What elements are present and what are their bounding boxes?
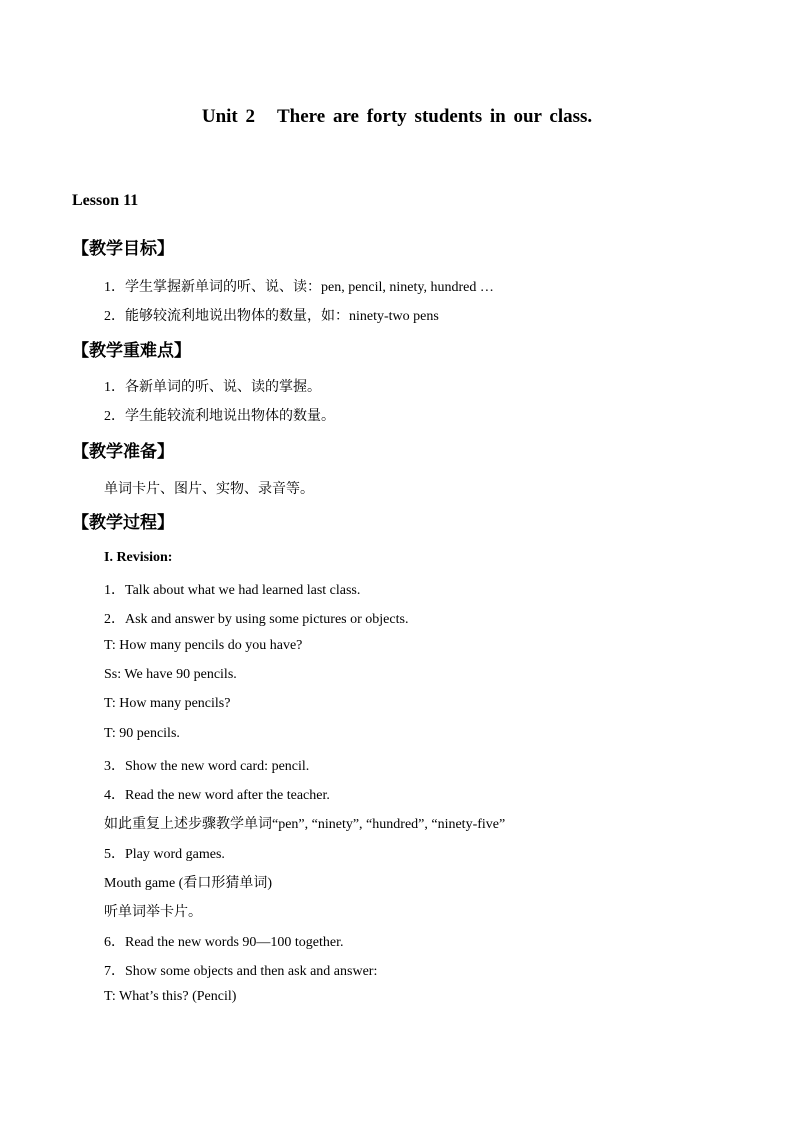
process-line: 6．Read the new words 90—100 together. [104,935,344,950]
process-line: 5．Play word games. [104,847,225,862]
preparation-text: 单词卡片、图片、实物、录音等。 [104,481,314,497]
process-line: 1．Talk about what we had learned last class. [104,583,361,598]
process-line: Mouth game (看口形猜单词) [104,876,272,891]
preparation-heading: 【教学准备】 [72,442,174,462]
key-point-item-1: 1．各新单词的听、说、读的掌握。 [104,380,321,395]
objectives-heading: 【教学目标】 [72,239,174,259]
page-title [0,106,794,128]
unit-title-sentence: There are forty students in our class. [277,106,593,127]
process-line: T: How many pencils? [104,696,231,711]
process-line: Ss: We have 90 pencils. [104,667,237,682]
key-point-item-2: 2．学生能较流利地说出物体的数量。 [104,409,335,424]
unit-label: Unit 2 [201,106,255,127]
process-line: 4．Read the new word after the teacher. [104,788,330,803]
objective-item-2: 2．能够较流利地说出物体的数量，如：ninety-two pens [104,309,439,324]
key-points-heading: 【教学重难点】 [72,341,191,361]
process-line: 听单词举卡片。 [104,904,202,920]
objective-item-1: 1．学生掌握新单词的听、说、读：pen, pencil, ninety, hundred … [104,280,494,295]
process-line: 7．Show some objects and then ask and answer: [104,964,378,979]
process-line: T: How many pencils do you have? [104,638,303,653]
revision-title: I. Revision: [104,550,173,565]
process-heading: 【教学过程】 [72,513,174,533]
lesson-label: Lesson 11 [72,192,139,209]
process-line: 2．Ask and answer by using some pictures or objects. [104,612,409,627]
process-line: T: 90 pencils. [104,726,180,741]
process-line: T: What’s this? (Pencil) [104,989,237,1004]
process-line: 3．Show the new word card: pencil. [104,759,310,774]
process-line: 如此重复上述步骤教学单词“pen”, “ninety”, “hundred”, “ninety-five” [104,817,506,832]
